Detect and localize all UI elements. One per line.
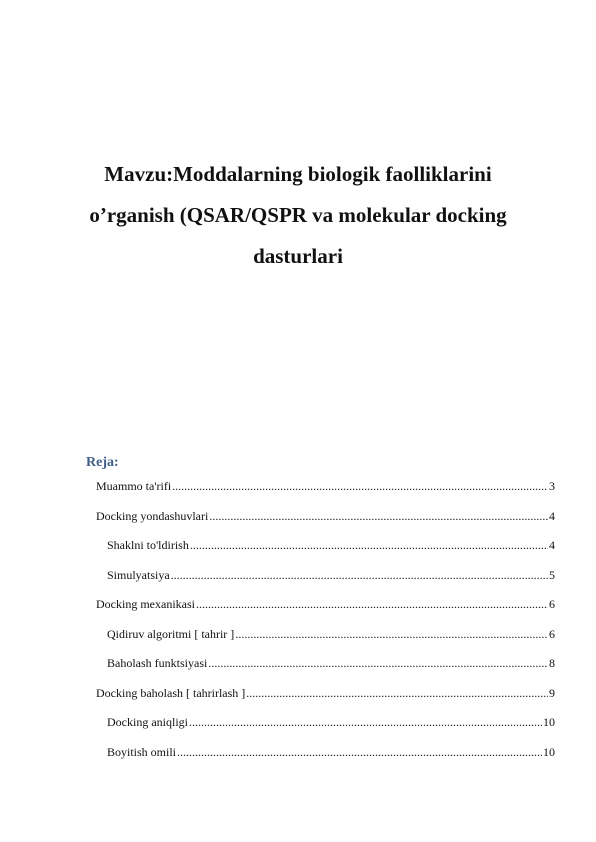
toc-entry[interactable]: [96, 478, 555, 494]
toc-entry[interactable]: [107, 567, 555, 583]
toc-entry-page: 6: [549, 597, 555, 611]
toc-leader-dots: [196, 596, 548, 612]
title-line-1: Mavzu:Moddalarning biologik faolliklarini: [104, 162, 492, 186]
toc-entry-label: Shaklni to'ldirish: [107, 538, 189, 552]
toc-entry-label: Docking aniqligi: [107, 715, 188, 729]
document-title: [60, 154, 536, 277]
toc-heading: Reja:: [86, 455, 119, 470]
toc-leader-dots: [172, 478, 548, 494]
toc-entry-label: Simulyatsiya: [107, 568, 170, 582]
title-line-2: o’rganish (QSAR/QSPR va molekular docking: [89, 203, 507, 227]
toc-entry[interactable]: [96, 508, 555, 524]
toc-entry-label: Docking baholash [ tahrirlash ]: [96, 686, 246, 700]
toc-entry[interactable]: [96, 685, 555, 701]
toc-leader-dots: [209, 508, 548, 524]
toc-entry-page: 3: [549, 479, 555, 493]
toc-entry-label: Muammo ta'rifi: [96, 479, 172, 493]
toc-entry-page: 10: [543, 715, 555, 729]
title-line-3: dasturlari: [253, 244, 343, 268]
toc-leader-dots: [177, 744, 542, 760]
toc-leader-dots: [235, 626, 548, 642]
toc-entry-page: 8: [549, 656, 555, 670]
toc-entry-page: 9: [549, 686, 555, 700]
toc-entry-page: 4: [549, 538, 555, 552]
toc-leader-dots: [246, 685, 548, 701]
toc-entry-page: 4: [549, 509, 555, 523]
toc-entry[interactable]: [107, 714, 555, 730]
toc-entry-label: Baholash funktsiyasi: [107, 656, 208, 670]
toc-entry-page: 5: [549, 568, 555, 582]
toc-entry-label: Docking mexanikasi: [96, 597, 195, 611]
toc-entry[interactable]: [96, 596, 555, 612]
toc-leader-dots: [190, 537, 548, 553]
toc-leader-dots: [189, 714, 542, 730]
toc-entry[interactable]: [107, 626, 555, 642]
toc-entry-label: Qidiruv algoritmi [ tahrir ]: [107, 627, 235, 641]
toc-entry-label: Docking yondashuvlari: [96, 509, 209, 523]
toc-entry[interactable]: [107, 537, 555, 553]
toc-entry-page: 10: [543, 745, 555, 759]
toc-entry[interactable]: [107, 744, 555, 760]
toc-entry[interactable]: [107, 655, 555, 671]
toc-entry-label: Boyitish omili: [107, 745, 177, 759]
toc-leader-dots: [208, 655, 548, 671]
toc-leader-dots: [171, 567, 548, 583]
toc-entry-page: 6: [549, 627, 555, 641]
